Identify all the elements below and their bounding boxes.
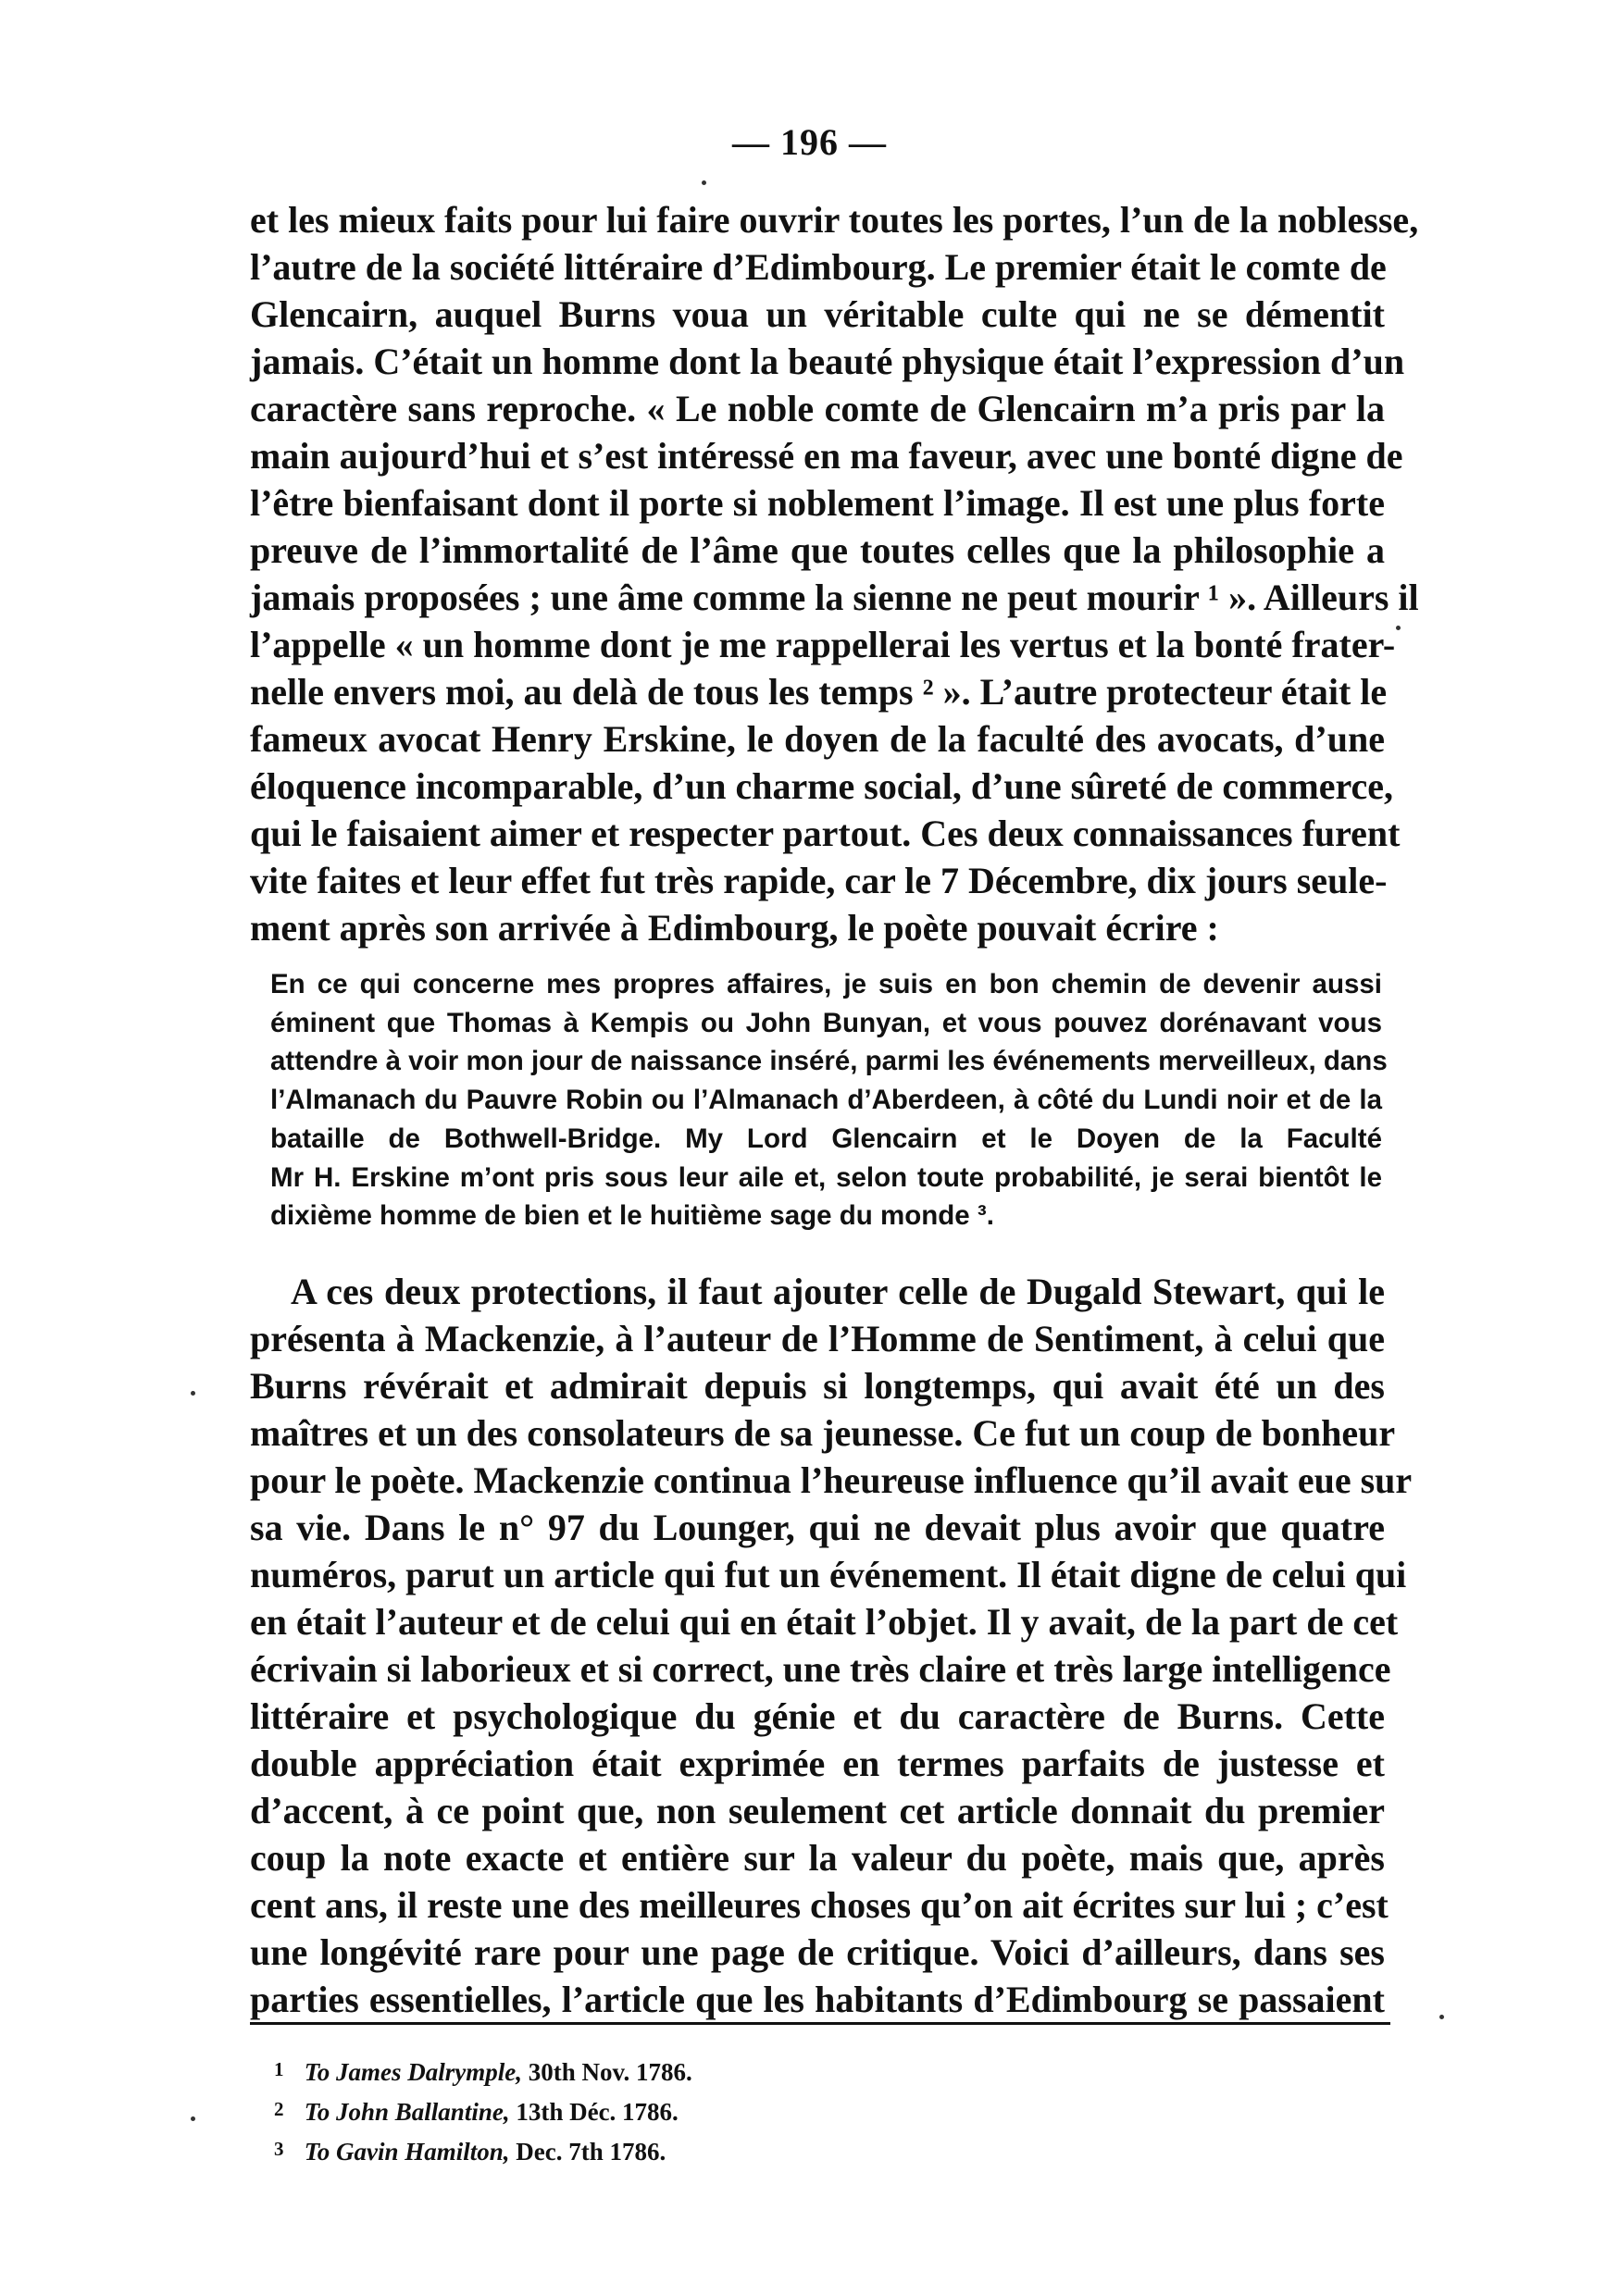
- page-number: — 196 —: [732, 121, 887, 163]
- text-line: l’appelle « un homme dont je me rappellerai les vertus et la bonté frater-: [250, 624, 1396, 665]
- text-line: sa vie. Dans le n° 97 du Lounger, qui ne devait plus avoir que quatre: [250, 1507, 1385, 1548]
- text-line: littéraire et psychologique du génie et du caractère de Burns. Cette: [250, 1695, 1385, 1737]
- text-line: en était l’auteur et de celui qui en était l’objet. Il y avait, de la part de cet: [250, 1601, 1399, 1643]
- text-line: maîtres et un des consolateurs de sa jeunesse. Ce fut un coup de bonheur: [250, 1412, 1396, 1454]
- text-line: nelle envers moi, au delà de tous les temps ² ». L’autre protecteur était le: [250, 671, 1388, 713]
- text-line: jamais proposées ; une âme comme la sienne ne peut mourir ¹ ». Ailleurs il: [250, 577, 1419, 618]
- footnote-2: [274, 2091, 692, 2130]
- body-paragraph-1: [250, 196, 1419, 951]
- text-line: une longévité rare pour une page de critique. Voici d’ailleurs, dans ses: [250, 1931, 1385, 1973]
- text-line: ment après son arrivée à Edimbourg, le poète pouvait écrire :: [250, 907, 1219, 949]
- text-line: double appréciation était exprimée en termes parfaits de justesse et: [250, 1743, 1385, 1784]
- text-line: Burns révérait et admirait depuis si longtemps, qui avait été un des: [250, 1365, 1385, 1407]
- text-line: jamais. C’était un homme dont la beauté physique était l’expression d’un: [250, 341, 1405, 382]
- footnote-number: 3: [274, 2138, 284, 2160]
- text-line: preuve de l’immortalité de l’âme que toutes celles que la philosophie a: [250, 529, 1385, 571]
- text-line: présenta à Mackenzie, à l’auteur de l’Homme de Sentiment, à celui que: [250, 1318, 1385, 1359]
- text-line: d’accent, à ce point que, non seulement cet article donnait du premier: [250, 1790, 1385, 1831]
- text-line: cent ans, il reste une des meilleures choses qu’on ait écrites sur lui ; c’est: [250, 1884, 1389, 1926]
- quote-line: l’Almanach du Pauvre Robin ou l’Almanach d’Aberdeen, à côté du Lundi noir et de la: [270, 1085, 1382, 1116]
- text-line: l’être bienfaisant dont il porte si noblement l’image. Il est une plus forte: [250, 482, 1385, 524]
- text-line: caractère sans reproche. « Le noble comte de Glencairn m’a pris par la: [250, 388, 1385, 429]
- ink-speck: [702, 180, 706, 185]
- text-line: vite faites et leur effet fut très rapide, car le 7 Décembre, dix jours seule-: [250, 860, 1388, 901]
- footnotes: [274, 2051, 692, 2170]
- footnote-1: [274, 2051, 692, 2091]
- footnote-number: 2: [274, 2098, 284, 2120]
- footnote-3: [274, 2130, 692, 2170]
- footnote-date: Dec. 7th 1786.: [516, 2138, 666, 2166]
- ink-speck: [191, 2116, 195, 2121]
- text-line: l’autre de la société littéraire d’Edimbourg. Le premier était le comte de: [250, 246, 1387, 288]
- text-line: A ces deux protections, il faut ajouter celle de Dugald Stewart, qui le: [291, 1271, 1385, 1312]
- body-paragraph-2: [250, 1268, 1413, 2023]
- footnote-recipient: To Gavin Hamilton,: [304, 2138, 510, 2166]
- text-line: éloquence incomparable, d’un charme social, d’une sûreté de commerce,: [250, 765, 1394, 807]
- text-line: et les mieux faits pour lui faire ouvrir toutes les portes, l’un de la noblesse,: [250, 199, 1419, 241]
- quote-line: éminent que Thomas à Kempis ou John Bunyan, et vous pouvez dorénavant vous: [270, 1007, 1382, 1038]
- quote-line: attendre à voir mon jour de naissance inséré, parmi les événements merveilleux, dans: [270, 1046, 1388, 1077]
- ink-speck: [1439, 2015, 1444, 2019]
- block-quote: [270, 965, 1388, 1235]
- ink-speck: [191, 1391, 195, 1396]
- text-line: parties essentielles, l’article que les habitants d’Edimbourg se passaient: [250, 1979, 1385, 2020]
- footnote-date: 13th Déc. 1786.: [516, 2098, 679, 2126]
- text-line: écrivain si laborieux et si correct, une très claire et très large intelligence: [250, 1648, 1391, 1690]
- text-line: fameux avocat Henry Erskine, le doyen de la faculté des avocats, d’une: [250, 718, 1385, 760]
- quote-line: bataille de Bothwell-Bridge. My Lord Glencairn et le Doyen de la Faculté: [270, 1123, 1382, 1154]
- footnote-recipient: To John Ballantine,: [304, 2098, 510, 2126]
- text-line: qui le faisaient aimer et respecter partout. Ces deux connaissances furent: [250, 813, 1401, 854]
- text-line: pour le poète. Mackenzie continua l’heureuse influence qu’il avait eue sur: [250, 1459, 1413, 1501]
- text-line: numéros, parut un article qui fut un événement. Il était digne de celui qui: [250, 1554, 1407, 1595]
- text-line: main aujourd’hui et s’est intéressé en ma faveur, avec une bonté digne de: [250, 435, 1403, 477]
- footnote-recipient: To James Dalrymple,: [304, 2058, 522, 2086]
- quote-line: dixième homme de bien et le huitième sage du monde ³.: [270, 1200, 994, 1232]
- text-line: coup la note exacte et entière sur la valeur du poète, mais que, après: [250, 1837, 1385, 1879]
- quote-line: Mr H. Erskine m’ont pris sous leur aile et, selon toute probabilité, je serai bientôt le: [270, 1161, 1382, 1193]
- quote-line: En ce qui concerne mes propres affaires, je suis en bon chemin de devenir aussi: [270, 969, 1382, 999]
- text-line: Glencairn, auquel Burns voua un véritable culte qui ne se démentit: [250, 293, 1385, 335]
- ink-speck: [1396, 626, 1401, 630]
- footnote-date: 30th Nov. 1786.: [528, 2058, 692, 2086]
- footnote-number: 1: [274, 2058, 284, 2080]
- footnote-divider: [250, 2022, 1390, 2025]
